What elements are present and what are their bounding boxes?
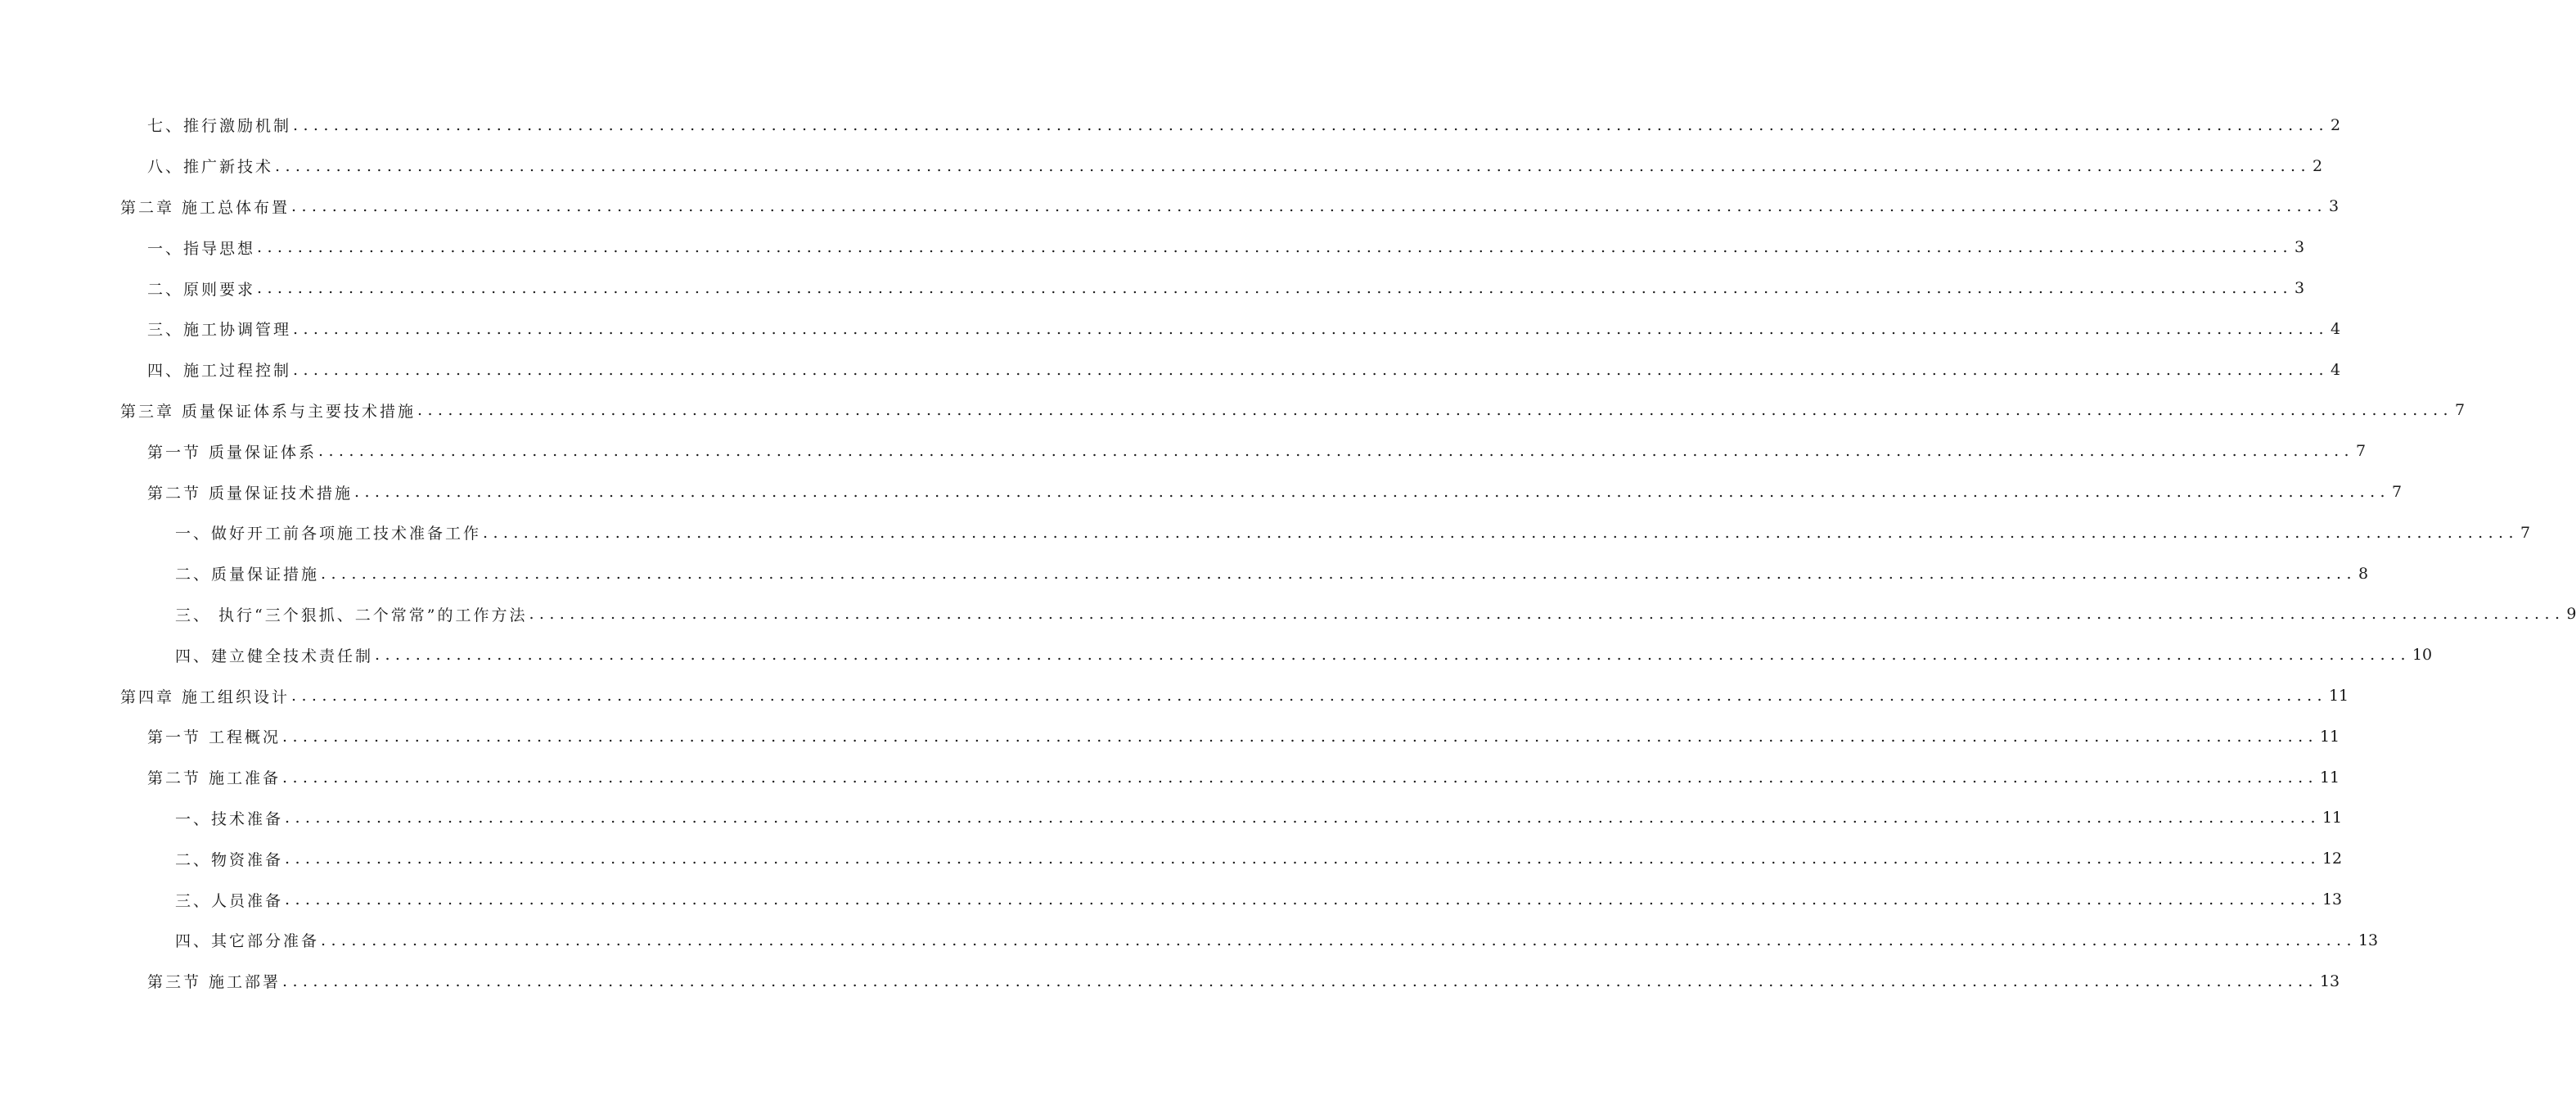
dot-leader: ........................................................................................................................................................................................................ xyxy=(293,360,2329,379)
toc-page-number: 10 xyxy=(2412,646,2433,665)
toc-entry[interactable] xyxy=(0,309,2341,349)
toc-entry[interactable] xyxy=(0,227,2305,268)
dot-leader: ........................................................................................................................................................................................................ xyxy=(529,605,2565,624)
toc-page-number: 11 xyxy=(2319,768,2340,787)
toc-entry-label: 二、原则要求 xyxy=(147,280,256,299)
toc-page-number: 4 xyxy=(2330,360,2341,379)
toc-entry[interactable] xyxy=(0,716,2340,757)
toc-page-number: 7 xyxy=(2355,442,2367,461)
toc-entry-label: 一、做好开工前各项施工技术准备工作 xyxy=(175,525,482,543)
dot-leader: ........................................................................................................................................................................................................ xyxy=(321,564,2357,583)
dot-leader: ........................................................................................................................................................................................................ xyxy=(285,890,2321,909)
dot-leader: ........................................................................................................................................................................................................ xyxy=(282,727,2318,746)
toc-entry-label: 一、指导思想 xyxy=(147,239,256,258)
toc-page-number: 7 xyxy=(2520,523,2531,542)
toc-entry[interactable] xyxy=(0,431,2367,471)
toc-entry[interactable] xyxy=(0,146,2323,187)
toc-entry-label: 三、 执行“三个狠抓、二个常常”的工作方法 xyxy=(175,606,528,624)
toc-entry[interactable] xyxy=(0,757,2340,798)
toc-entry-label: 第一节 工程概况 xyxy=(147,728,281,747)
toc-entry[interactable] xyxy=(0,920,2379,961)
toc-entry[interactable] xyxy=(0,512,2531,553)
toc-entry[interactable] xyxy=(0,105,2341,146)
toc-page-number: 11 xyxy=(2328,687,2349,706)
toc-entry[interactable] xyxy=(0,187,2340,228)
toc-entry[interactable] xyxy=(0,879,2343,920)
toc-entry[interactable] xyxy=(0,268,2305,309)
dot-leader: ........................................................................................................................................................................................................ xyxy=(483,523,2519,542)
toc-page-number: 12 xyxy=(2322,850,2343,868)
toc-entry-label: 一、技术准备 xyxy=(175,809,284,828)
toc-page-number: 2 xyxy=(2312,156,2323,175)
toc-page-number: 3 xyxy=(2328,197,2340,216)
toc-page-number: 7 xyxy=(2454,401,2466,420)
toc-entry-label: 八、推广新技术 xyxy=(147,158,274,177)
dot-leader: ........................................................................................................................................................................................................ xyxy=(293,319,2329,338)
toc-entry-label: 第四章 施工组织设计 xyxy=(120,688,290,706)
toc-page-number: 7 xyxy=(2391,483,2403,502)
toc-entry[interactable] xyxy=(0,838,2343,879)
toc-entry-label: 四、其它部分准备 xyxy=(175,932,320,951)
toc-entry-label: 第二章 施工总体布置 xyxy=(120,198,290,217)
toc-entry-label: 四、建立健全技术责任制 xyxy=(175,647,374,665)
toc-page-number: 4 xyxy=(2330,319,2341,338)
toc-page-number: 3 xyxy=(2294,279,2305,298)
dot-leader: ........................................................................................................................................................................................................ xyxy=(293,115,2329,134)
toc-entry[interactable] xyxy=(0,471,2403,512)
dot-leader: ........................................................................................................................................................................................................ xyxy=(321,931,2357,949)
dot-leader: ........................................................................................................................................................................................................ xyxy=(375,646,2411,665)
dot-leader: ........................................................................................................................................................................................................ xyxy=(291,687,2327,706)
toc-entry-label: 第二节 施工准备 xyxy=(147,769,281,788)
toc-page-number: 2 xyxy=(2330,115,2341,134)
toc-entry-label: 三、施工协调管理 xyxy=(147,321,292,340)
toc-entry-label: 第二节 质量保证技术措施 xyxy=(147,484,354,503)
toc-entry-label: 二、物资准备 xyxy=(175,850,284,869)
toc-page-number: 13 xyxy=(2322,890,2343,909)
toc-entry-label: 第三章 质量保证体系与主要技术措施 xyxy=(120,402,417,421)
toc-page-number: 11 xyxy=(2319,727,2340,746)
dot-leader: ........................................................................................................................................................................................................ xyxy=(257,238,2293,257)
toc-page-number: 11 xyxy=(2322,809,2343,827)
dot-leader: ........................................................................................................................................................................................................ xyxy=(285,850,2321,868)
toc-entry-label: 二、质量保证措施 xyxy=(175,566,320,584)
toc-entry-label: 四、施工过程控制 xyxy=(147,362,292,381)
dot-leader: ........................................................................................................................................................................................................ xyxy=(282,972,2318,990)
toc-entry[interactable] xyxy=(0,634,2433,675)
dot-leader: ........................................................................................................................................................................................................ xyxy=(275,156,2311,175)
toc-page-number: 13 xyxy=(2358,931,2379,949)
toc-entry[interactable] xyxy=(0,798,2343,839)
toc-entry[interactable] xyxy=(0,553,2369,594)
dot-leader: ........................................................................................................................................................................................................ xyxy=(417,401,2453,420)
dot-leader: ........................................................................................................................................................................................................ xyxy=(291,197,2327,216)
dot-leader: ........................................................................................................................................................................................................ xyxy=(285,809,2321,827)
table-of-contents xyxy=(0,105,2576,1002)
toc-page-number: 8 xyxy=(2358,564,2369,583)
toc-page-number: 3 xyxy=(2294,238,2305,257)
dot-leader: ........................................................................................................................................................................................................ xyxy=(318,442,2354,461)
toc-entry[interactable] xyxy=(0,349,2341,390)
toc-page-number: 9 xyxy=(2566,605,2576,624)
toc-entry[interactable] xyxy=(0,961,2340,1002)
toc-page-number: 13 xyxy=(2319,972,2340,990)
toc-entry[interactable] xyxy=(0,594,2576,635)
toc-entry-label: 三、人员准备 xyxy=(175,891,284,910)
toc-entry-label: 第三节 施工部署 xyxy=(147,973,281,992)
toc-entry-label: 七、推行激励机制 xyxy=(147,117,292,136)
dot-leader: ........................................................................................................................................................................................................ xyxy=(257,279,2293,298)
toc-entry[interactable] xyxy=(0,390,2466,431)
toc-entry[interactable] xyxy=(0,675,2349,716)
dot-leader: ........................................................................................................................................................................................................ xyxy=(282,768,2318,787)
toc-entry-label: 第一节 质量保证体系 xyxy=(147,443,317,462)
dot-leader: ........................................................................................................................................................................................................ xyxy=(354,483,2390,502)
